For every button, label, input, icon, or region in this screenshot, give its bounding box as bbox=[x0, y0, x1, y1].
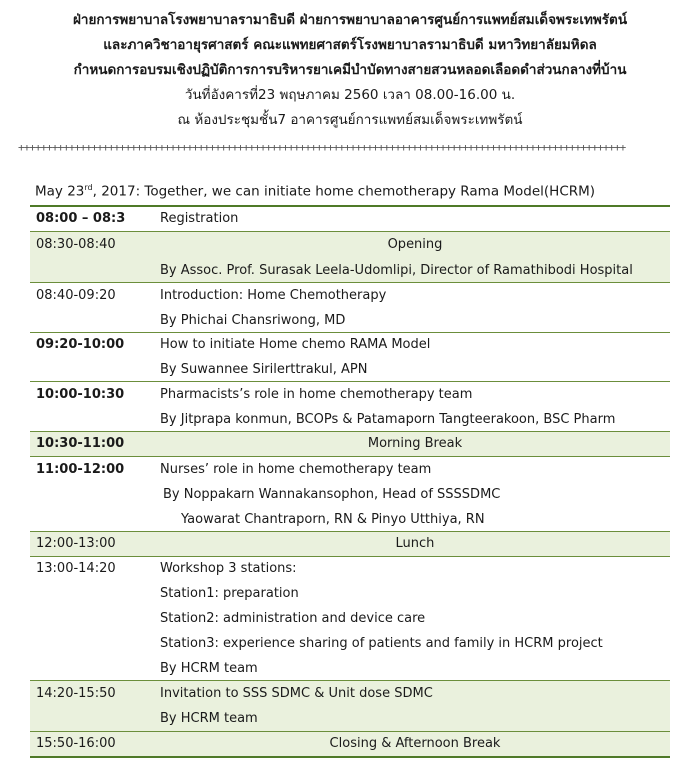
header-line-2: และภาควิชาอายุรศาสตร์ คณะแพทยศาสตร์โรงพยาบาลรามาธิบดี มหาวิทยาลัยมหิดล bbox=[103, 37, 597, 53]
session-nurses-role: Nurses’ role in home chemotherapy team bbox=[160, 462, 432, 477]
time-closing: 15:50-16:00 bbox=[36, 736, 116, 751]
time-lunch: 12:00-13:00 bbox=[36, 536, 116, 551]
time-pharmacists-role: 10:00-10:30 bbox=[36, 387, 125, 402]
header-line-1: ฝ่ายการพยาบาลโรงพยาบาลรามาธิบดี ฝ่ายการพยาบาลอาคารศูนย์การแพทย์สมเด็จพระเทพรัตน์ bbox=[72, 12, 628, 28]
workshop-station-1: Station1: preparation bbox=[160, 586, 299, 601]
time-how-to-initiate: 09:20-10:00 bbox=[36, 337, 125, 352]
speaker-introduction: By Phichai Chansriwong, MD bbox=[160, 313, 346, 328]
header-date: วันที่อังคารที่23 พฤษภาคม 2560 เวลา 08.00-16.00 น. bbox=[184, 87, 516, 103]
header-venue: ณ ห้องประชุมชั้น7 อาคารศูนย์การแพทย์สมเด็จพระเทพรัตน์ bbox=[177, 112, 523, 128]
speaker-nurses-role-2: Yaowarat Chantraporn, RN & Pinyo Utthiya, RN bbox=[181, 512, 485, 527]
session-closing: Closing & Afternoon Break bbox=[329, 736, 501, 751]
time-opening: 08:30-08:40 bbox=[36, 237, 116, 252]
time-morning-break: 10:30-11:00 bbox=[36, 436, 125, 451]
speaker-how-to-initiate: By Suwannee Sirilerttrakul, APN bbox=[160, 362, 368, 377]
time-workshop: 13:00-14:20 bbox=[36, 561, 116, 576]
speaker-invitation: By HCRM team bbox=[160, 711, 258, 726]
header-line-3: กำหนดการอบรมเชิงปฏิบัติการการบริหารยาเคมีบำบัดทางสายสวนหลอดเลือดดำส่วนกลางที่บ้าน bbox=[73, 62, 627, 78]
row-divider bbox=[30, 282, 670, 283]
session-invitation: Invitation to SSS SDMC & Unit dose SDMC bbox=[160, 686, 433, 701]
session-morning-break: Morning Break bbox=[367, 436, 463, 451]
session-registration: Registration bbox=[160, 211, 239, 226]
session-how-to-initiate: How to initiate Home chemo RAMA Model bbox=[160, 337, 431, 352]
session-opening: Opening bbox=[387, 237, 443, 252]
table-bottom-border bbox=[30, 756, 670, 758]
workshop-station-3: Station3: experience sharing of patients and family in HCRM project bbox=[160, 636, 603, 651]
workshop-station-2: Station2: administration and device care bbox=[160, 611, 426, 626]
row-divider bbox=[30, 456, 670, 457]
row-divider bbox=[30, 381, 670, 382]
time-nurses-role: 11:00-12:00 bbox=[36, 462, 125, 477]
plus-separator: ++++++++++++++++++++++++++++++++++++++++++++++++++++++++++++++++++++++++++++++++++++++++++++++++++++++++++++ bbox=[18, 141, 626, 154]
time-introduction: 08:40-09:20 bbox=[36, 288, 116, 303]
row-divider bbox=[30, 332, 670, 333]
speaker-workshop: By HCRM team bbox=[160, 661, 258, 676]
time-registration: 08:00 – 08:3 bbox=[36, 211, 126, 226]
session-lunch: Lunch bbox=[395, 536, 435, 551]
speaker-opening: By Assoc. Prof. Surasak Leela-Udomlipi, Director of Ramathibodi Hospital bbox=[160, 263, 633, 278]
time-invitation: 14:20-15:50 bbox=[36, 686, 116, 701]
row-divider bbox=[30, 556, 670, 557]
session-workshop: Workshop 3 stations: bbox=[160, 561, 297, 576]
session-introduction: Introduction: Home Chemotherapy bbox=[160, 288, 387, 303]
speaker-pharmacists-role: By Jitprapa konmun, BCOPs & Patamaporn Tangteerakoon, BSC Pharm bbox=[160, 412, 616, 427]
session-pharmacists-role: Pharmacists’s role in home chemotherapy team bbox=[160, 387, 473, 402]
agenda-title: May 23rd, 2017: Together, we can initiate home chemotherapy Rama Model(HCRM) bbox=[35, 183, 596, 200]
table-top-border bbox=[30, 205, 670, 207]
speaker-nurses-role-1: By Noppakarn Wannakansophon, Head of SSSSDMC bbox=[163, 487, 501, 502]
